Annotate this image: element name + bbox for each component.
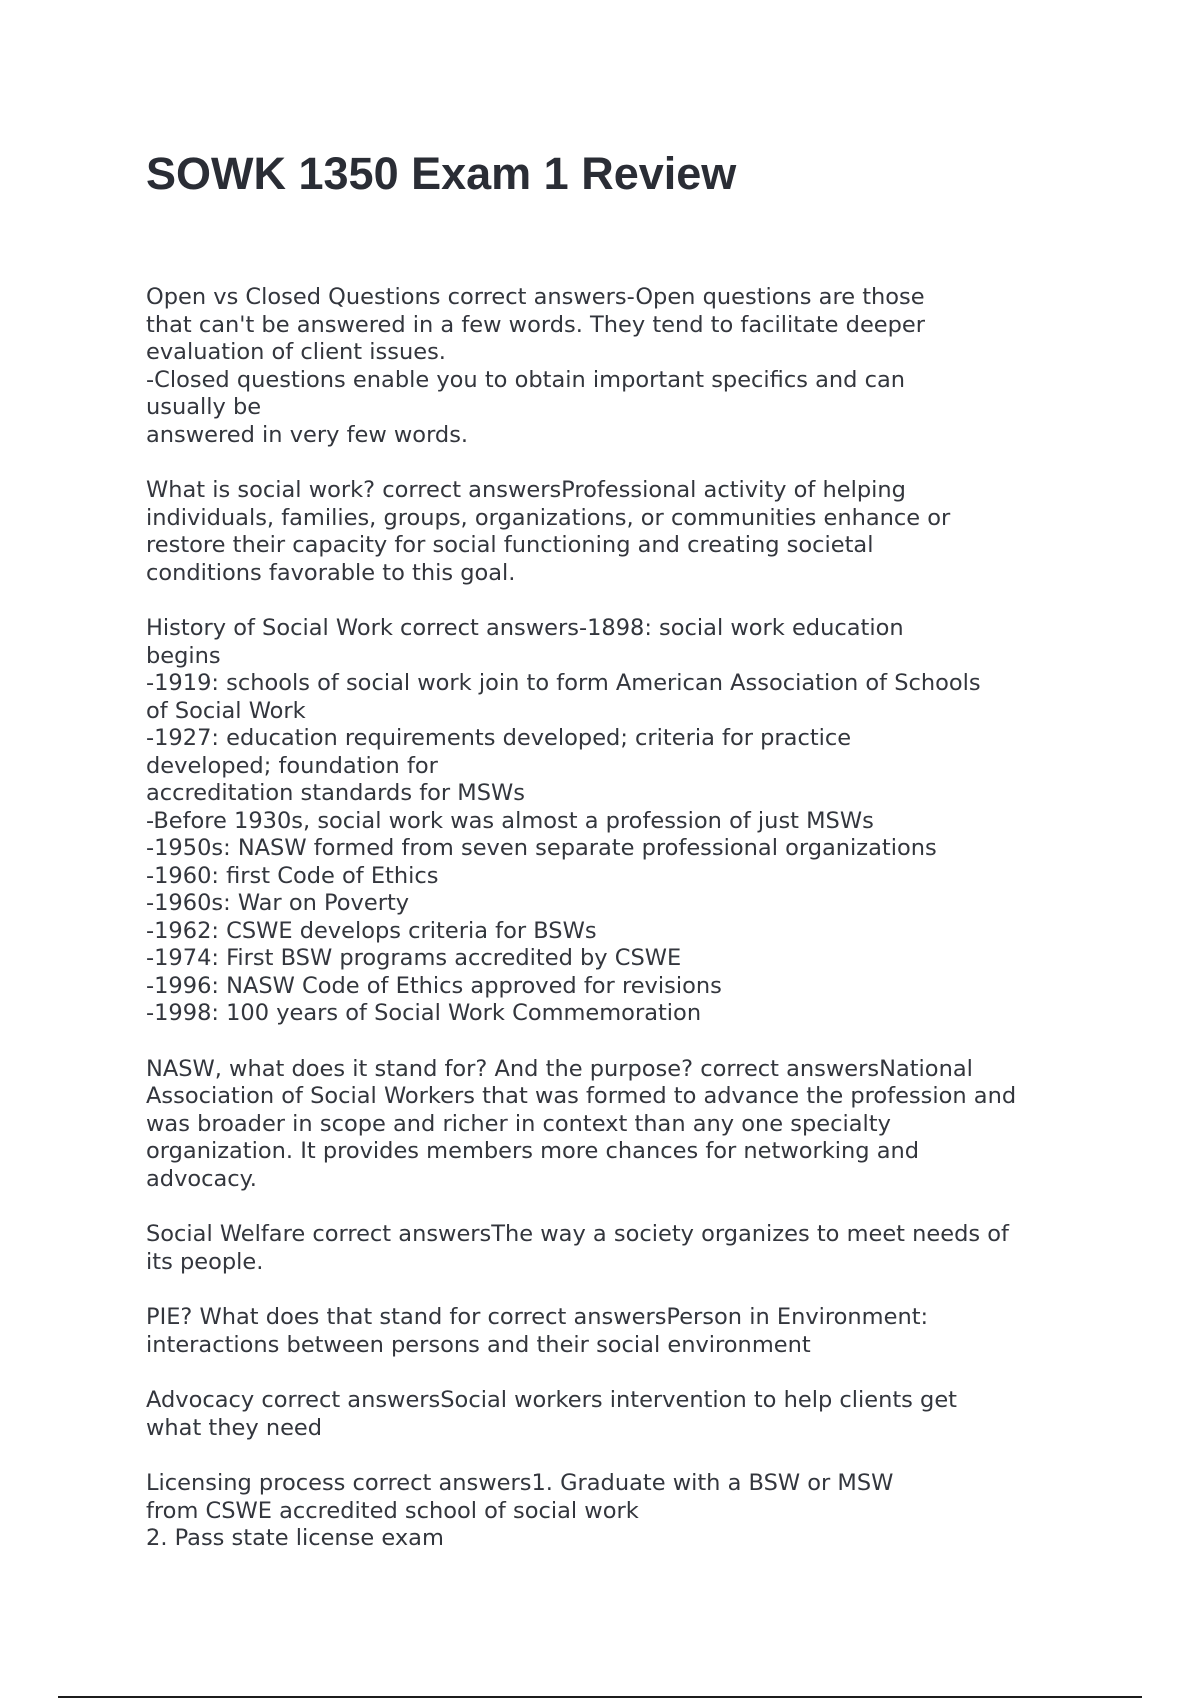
- entry-text-line: restore their capacity for social functioning and creating societal: [146, 532, 874, 558]
- entry-text-line: PIE? What does that stand for correct answersPerson in Environment:: [146, 1304, 929, 1330]
- entry-text-line: -1919: schools of social work join to form American Association of Schools: [146, 670, 981, 696]
- entry-text-line: accreditation standards for MSWs: [146, 780, 525, 806]
- flashcard-entry: [146, 615, 1086, 1028]
- flashcard-list: [146, 284, 1086, 1581]
- entry-text-line: its people.: [146, 1248, 264, 1275]
- page-title: SOWK 1350 Exam 1 Review: [146, 148, 737, 199]
- entry-text-line: begins: [146, 642, 221, 669]
- flashcard-entry: [146, 1221, 1086, 1276]
- flashcard-entry: [146, 1470, 1086, 1553]
- entry-text-line: of Social Work: [146, 697, 306, 724]
- entry-text-line: 2. Pass state license exam: [146, 1525, 444, 1551]
- entry-text-line: -1960: first Code of Ethics: [146, 862, 439, 889]
- entry-text-line: -1974: First BSW programs accredited by CSWE: [146, 945, 682, 971]
- flashcard-entry: [146, 1304, 1086, 1359]
- entry-text-line: -1962: CSWE develops criteria for BSWs: [146, 917, 597, 944]
- entry-text-line: Association of Social Workers that was formed to advance the profession and: [146, 1083, 1017, 1109]
- entry-text-line: -Before 1930s, social work was almost a profession of just MSWs: [146, 807, 874, 834]
- footer-divider: [58, 1696, 1142, 1698]
- entry-text-line: Open vs Closed Questions correct answers-Open questions are those: [146, 284, 925, 310]
- entry-text-line: -1950s: NASW formed from seven separate professional organizations: [146, 835, 937, 861]
- entry-text-line: interactions between persons and their social environment: [146, 1331, 811, 1358]
- entry-text-line: Advocacy correct answersSocial workers intervention to help clients get: [146, 1387, 957, 1413]
- entry-text-line: what they need: [146, 1414, 323, 1441]
- entry-text-line: History of Social Work correct answers-1898: social work education: [146, 615, 904, 641]
- entry-text-line: NASW, what does it stand for? And the purpose? correct answersNational: [146, 1055, 973, 1082]
- entry-text-line: -Closed questions enable you to obtain important specifics and can: [146, 366, 906, 393]
- entry-text-line: -1998: 100 years of Social Work Commemoration: [146, 1000, 702, 1026]
- entry-text-line: evaluation of client issues.: [146, 339, 446, 365]
- entry-text-line: advocacy.: [146, 1165, 257, 1192]
- flashcard-entry: [146, 1387, 1086, 1442]
- entry-text-line: usually be: [146, 394, 262, 420]
- entry-text-line: -1960s: War on Poverty: [146, 890, 410, 916]
- entry-text-line: conditions favorable to this goal.: [146, 559, 516, 586]
- entry-text-line: developed; foundation for: [146, 752, 438, 779]
- entry-text-line: organization. It provides members more chances for networking and: [146, 1138, 920, 1164]
- entry-text-line: from CSWE accredited school of social work: [146, 1497, 639, 1524]
- entry-text-line: was broader in scope and richer in context than any one specialty: [146, 1110, 891, 1137]
- entry-text-line: Licensing process correct answers1. Graduate with a BSW or MSW: [146, 1470, 894, 1496]
- entry-text-line: -1996: NASW Code of Ethics approved for revisions: [146, 972, 722, 999]
- flashcard-entry: [146, 284, 1086, 449]
- flashcard-entry: [146, 477, 1086, 587]
- entry-text-line: individuals, families, groups, organizations, or communities enhance or: [146, 504, 951, 531]
- entry-text-line: Social Welfare correct answersThe way a society organizes to meet needs of: [146, 1221, 1009, 1247]
- entry-text-line: -1927: education requirements developed; criteria for practice: [146, 725, 852, 751]
- entry-text-line: that can't be answered in a few words. They tend to facilitate deeper: [146, 311, 926, 338]
- entry-text-line: answered in very few words.: [146, 421, 469, 448]
- flashcard-entry: [146, 1056, 1086, 1194]
- entry-text-line: What is social work? correct answersProfessional activity of helping: [146, 477, 906, 503]
